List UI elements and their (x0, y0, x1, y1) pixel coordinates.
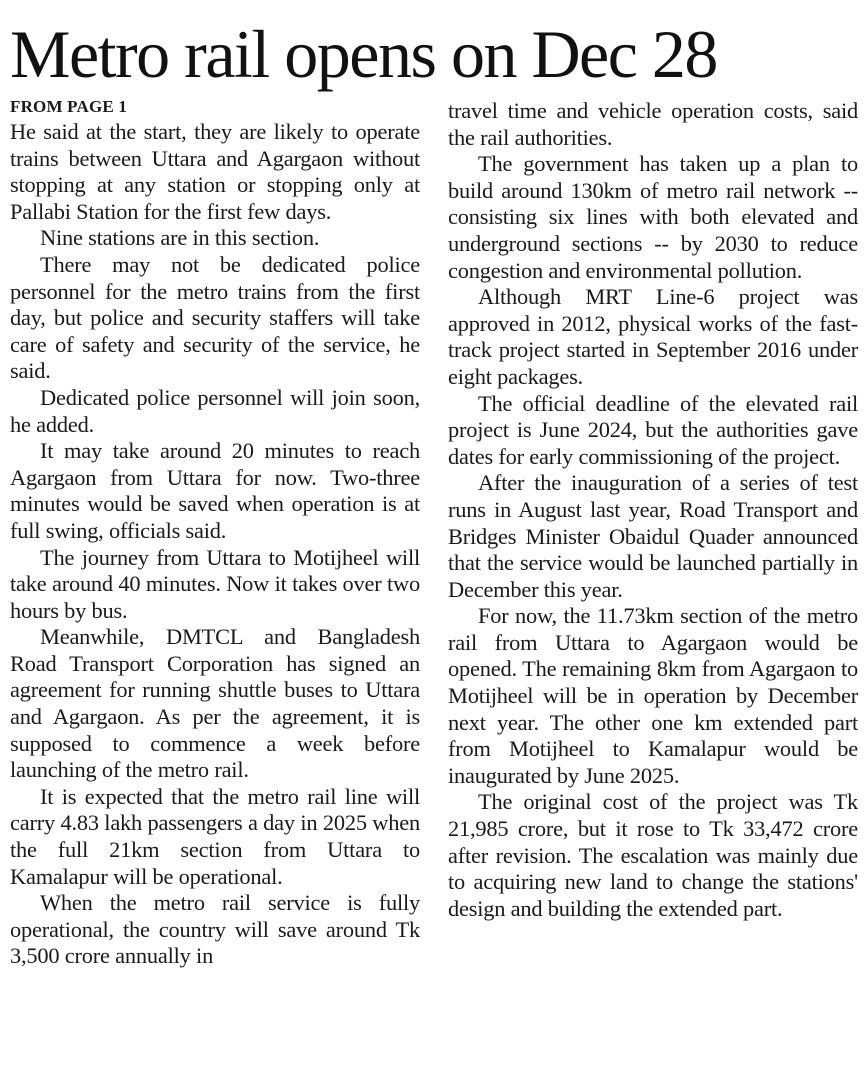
paragraph: Meanwhile, DMTCL and Bangladesh Road Transport Corporation has signed an agreement for running shuttle buses to Uttara and Agargaon. As per the agreement, it is supposed to commence a week before launching of the metro rail. (10, 624, 420, 783)
paragraph: He said at the start, they are likely to operate trains between Uttara and Agargaon without stopping at any station or stopping only at Pallabi Station for the first few days. (10, 119, 420, 224)
paragraph: It may take around 20 minutes to reach Agargaon from Uttara for now. Two-three minutes would be saved when operation is at full swing, officials said. (10, 438, 420, 543)
paragraph: The official deadline of the elevated rail project is June 2024, but the authorities gave dates for early commissioning of the project. (448, 390, 858, 469)
left-column (10, 97, 420, 970)
paragraph: For now, the 11.73km section of the metro rail from Uttara to Agargaon would be opened. The remaining 8km from Agargaon to Motijheel will be in operation by December next year. The other one km extended part from Motijheel to Kamalapur would be inaugurated by June 2025. (448, 603, 858, 788)
right-column (448, 98, 858, 922)
paragraph: Although MRT Line-6 project was approved in 2012, physical works of the fast-track project started in September 2016 under eight packages. (448, 284, 858, 389)
paragraph: When the metro rail service is fully operational, the country will save around Tk 3,500 crore annually in (10, 890, 420, 969)
paragraph: There may not be dedicated police personnel for the metro trains from the first day, but police and security staffers will take care of safety and security of the service, he said. (10, 251, 420, 384)
paragraph: Dedicated police personnel will join soon, he added. (10, 384, 420, 437)
paragraph: Nine stations are in this section. (40, 225, 320, 251)
paragraph: travel time and vehicle operation costs, said the rail authorities. (448, 98, 858, 150)
paragraph: The government has taken up a plan to build around 130km of metro rail network -- consisting six lines with both elevated and underground sections -- by 2030 to reduce congestion and environmental pollution. (448, 151, 858, 283)
continuation-kicker: FROM PAGE 1 (10, 97, 128, 116)
paragraph: After the inauguration of a series of test runs in August last year, Road Transport and Bridges Minister Obaidul Quader announced that the service would be launched partially in December this year. (448, 470, 858, 602)
article-headline: Metro rail opens on Dec 28 (10, 16, 717, 92)
paragraph: The journey from Uttara to Motijheel will take around 40 minutes. Now it takes over two hours by bus. (10, 544, 420, 623)
paragraph: It is expected that the metro rail line will carry 4.83 lakh passengers a day in 2025 when the full 21km section from Uttara to Kamalapur will be operational. (10, 783, 420, 889)
paragraph: The original cost of the project was Tk 21,985 crore, but it rose to Tk 33,472 crore after revision. The escalation was mainly due to acquiring new land to change the stations' design and building the extended part. (448, 789, 858, 921)
